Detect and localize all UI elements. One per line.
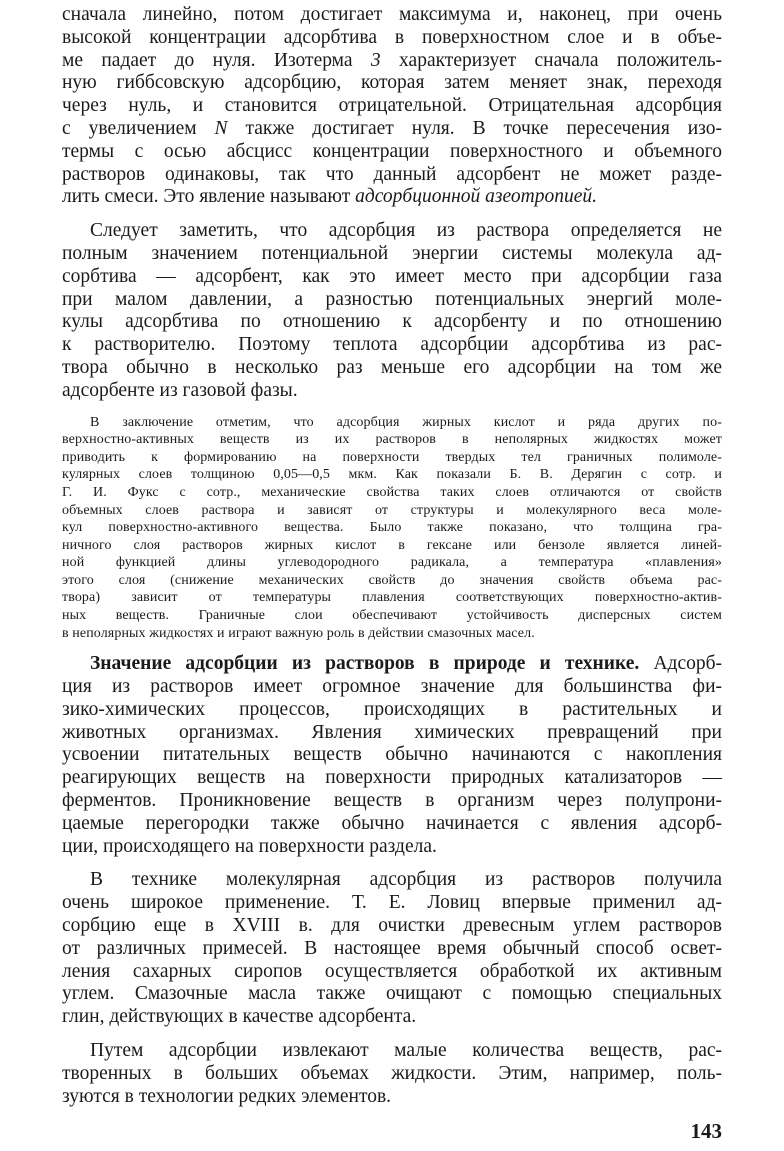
text-line: термы с осью абсцисс концентрации поверхностного и объемного [62,140,722,162]
text-line-rest: Адсорб- [653,653,723,675]
text-line: приводить к формированию на поверхности твердых тел граничных полимоле- [62,449,722,465]
text-line: зуются в технологии редких элементов. [62,1085,392,1107]
section-heading: Значение адсорбции из растворов в природе и технике. [90,653,640,675]
text-line: твора) зависит от температуры плавления соответствующих поверхностно-актив- [62,590,722,606]
text-line: ления сахарных сиропов осуществляется обработкой их активным [62,960,722,982]
text-line: с увеличением N также достигает нуля. В точке пересечения изо- [62,117,723,139]
paragraph-small-print-boundary-layers [62,414,722,643]
text-line: в неполярных жидкостях и играют важную роль в действии смазочных масел. [62,625,535,641]
text-line: ных веществ. Граничные слои обеспечивают устойчивость дисперсных систем [62,608,722,624]
text-line: твора обычно в несколько раз меньше его адсорбции на том же [62,356,722,378]
text-line: усвоении питательных веществ обычно начинаются с накопления [62,744,722,766]
text-line: ме падает до нуля. Изотерма 3 характеризует сначала положитель- [62,49,722,71]
text-line: Путем адсорбции извлекают малые количества веществ, рас- [90,1040,722,1062]
text-line [62,653,722,676]
text-line: Г. И. Фукс с сотр., механические свойства таких слоев отличаются от свойств [62,484,722,500]
text-line: сорбтива — адсорбент, как это имеет место при адсорбции газа [62,265,722,287]
text-line: ной функцией длины углеводородного радикала, а температура «плавления» [62,555,722,571]
text-line: реагирующих веществ на поверхности природных катализаторов — [62,767,722,789]
text-line: цаемые перегородки также обычно начинается с явления адсорб- [62,812,722,834]
text-line: этого слоя (снижение механических свойств до значения свойств объема рас- [62,572,722,588]
text-line: через нуль, и становится отрицательной. Отрицательная адсорбция [62,95,722,117]
text-line: углем. Смазочные масла также очищают с помощью специальных [62,983,722,1005]
text-line: при малом давлении, а разностью потенциальных энергий моле- [62,288,722,310]
text-line: к растворителю. Поэтому теплота адсорбции адсорбтива из рас- [62,334,722,356]
text-line: ничного слоя растворов жирных кислот в гексане или бензоле является линей- [62,537,722,553]
paragraph-adsorption-energy [62,220,722,402]
text-line: верхностно-активных веществ из их растворов в неполярных жидкостях может [62,432,722,448]
paragraph-technology [62,869,722,1029]
paragraph-significance [62,653,722,858]
text-line: полным значением потенциальной энергии системы молекула ад- [62,242,722,264]
text-line: объемных слоев раствора и зависят от структуры и молекулярного веса моле- [62,502,722,518]
text-line: творенных в больших объемах жидкости. Этим, например, поль- [62,1062,722,1084]
text-line: глин, действующих в качестве адсорбента. [62,1006,417,1028]
paragraph-isotherm [62,4,722,209]
text-line: зико-химических процессов, происходящих в растительных и [62,698,722,720]
text-line: кул поверхностно-активного вещества. Было также показано, что толщина гра- [62,520,722,536]
paragraph-extraction [62,1040,722,1108]
text-line: животных организмах. Явления химических превращений при [62,721,722,743]
text-line: В технике молекулярная адсорбция из растворов получила [90,869,722,891]
text-line: В заключение отметим, что адсорбция жирных кислот и ряда других по- [90,414,722,430]
text-line: от различных примесей. В настоящее время обычный способ освет- [62,937,722,959]
text-line: ции, происходящего на поверхности раздела. [62,835,437,857]
book-page [62,4,722,1144]
text-line: адсорбенте из газовой фазы. [62,379,298,401]
text-line: Следует заметить, что адсорбция из раствора определяется не [90,220,722,242]
text-line: ную гиббсовскую адсорбцию, которая затем меняет знак, переходя [62,72,722,94]
text-line: кулярных слоев толщиною 0,05—0,5 мкм. Как показали Б. В. Дерягин с сотр. и [62,467,722,483]
text-line: кулы адсорбтива по отношению к адсорбенту и по отношению [62,311,722,333]
page-number: 143 [690,1119,722,1144]
text-line: растворов одинаковы, так что данный адсорбент не может разде- [62,163,722,185]
text-line: сорбцию еще в XVIII в. для очистки древесным углем растворов [62,915,722,937]
text-line: лить смеси. Это явление называют адсорбционной азеотропией. [62,186,598,208]
text-line: сначала линейно, потом достигает максимума и, наконец, при очень [62,4,722,25]
text-line: очень широкое применение. Т. Е. Ловиц впервые применил ад- [62,892,722,914]
text-line: ция из растворов имеет огромное значение для большинства фи- [62,676,722,698]
text-line: ферментов. Проникновение веществ в организм через полупрони- [62,790,722,812]
text-line: высокой концентрации адсорбтива в поверхностном слое и в объе- [62,26,722,48]
